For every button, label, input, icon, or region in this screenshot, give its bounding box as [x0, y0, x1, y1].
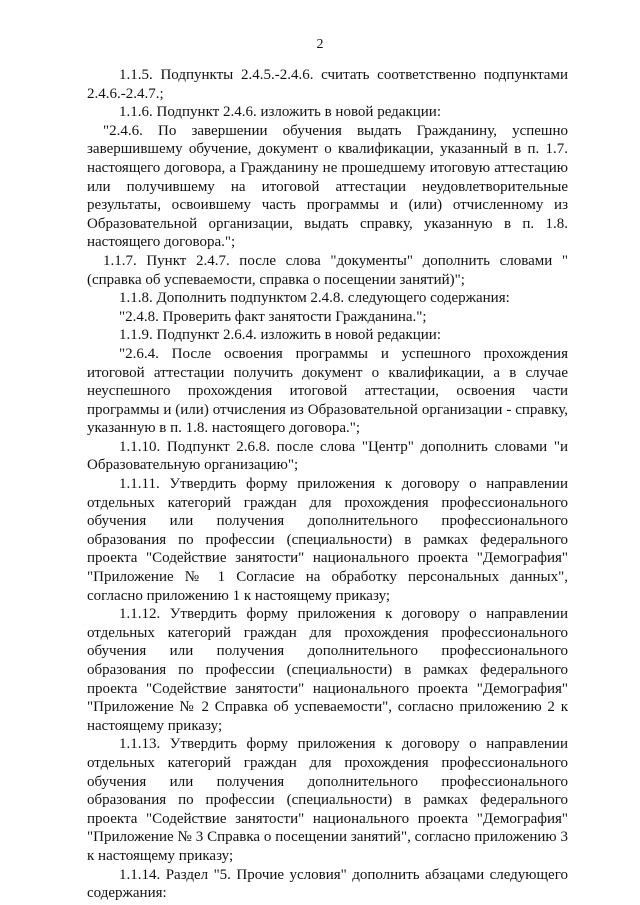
paragraph-1-1-8: 1.1.8. Дополнить подпунктом 2.4.8. следующего содержания:: [119, 290, 510, 307]
paragraph-1-1-10: 1.1.10. Подпункт 2.6.8. после слова "Центр" дополнить словами "и Образовательную организацию";: [87, 438, 568, 474]
paragraph-1-1-7: 1.1.7. Пункт 2.4.7. после слова "документы" дополнить словами "(справка об успеваемости, справка о посещении занятий)";: [87, 252, 568, 288]
quoted-clause-2-6-4: "2.6.4. После освоения программы и успешного прохождения итоговой аттестации получить документ о квалификации, а в случае неуспешного прохождения итоговой аттестации, освоения части программы и (или) отчисления из Образовательной организации - справку, указанную в п. 1.8. настоящего договора.";: [87, 345, 568, 437]
paragraph-1-1-5: 1.1.5. Подпункты 2.4.5.-2.4.6. считать соответственно подпунктами 2.4.6.-2.4.7.;: [87, 67, 568, 102]
paragraph-1-1-11: 1.1.11. Утвердить форму приложения к договору о направлении отдельных категорий граждан для прохождения профессионального обучения или получения дополнительного профессионального образования по профессии (специальности) в рамках федерального проекта "Содействие занятости" национального проекта "Демография" "Приложение № 1 Согласие на обработку персональных данных", согласно приложению 1 к настоящему приказу;: [87, 476, 568, 604]
quoted-clause-2-4-6: "2.4.6. По завершении обучения выдать Гражданину, успешно завершившему обучение, документ о квалификации, указанный в п. 1.7. настоящего договора, а Гражданину не прошедшему итоговую аттестацию или получившему на итоговой аттестации неудовлетворительные результаты, освоившему часть программы и (или) отчисленному из Образовательной организации, выдать справку, указанную в п. 1.8. настоящего договора.";: [87, 122, 568, 251]
paragraph-1-1-6: 1.1.6. Подпункт 2.4.6. изложить в новой редакции:: [119, 104, 441, 121]
document-body: [87, 66, 568, 903]
paragraph-1-1-12: 1.1.12. Утвердить форму приложения к договору о направлении отдельных категорий граждан для прохождения профессионального обучения или получения дополнительного профессионального образования по профессии (специальности) в рамках федерального проекта "Содействие занятости" национального проекта "Демография" "Приложение № 2 Справка об успеваемости", согласно приложению 2 к настоящему приказу;: [87, 606, 568, 734]
paragraph-1-1-9: 1.1.9. Подпункт 2.6.4. изложить в новой редакции:: [119, 327, 441, 344]
page-number: 2: [316, 37, 324, 52]
paragraph-1-1-14: 1.1.14. Раздел "5. Прочие условия" дополнить абзацами следующего содержания:: [87, 866, 568, 902]
paragraph-1-1-13: 1.1.13. Утвердить форму приложения к договору о направлении отдельных категорий граждан для прохождения профессионального обучения или получения дополнительного профессионального образования по профессии (специальности) в рамках федерального проекта "Содействие занятости" национального проекта "Демография" "Приложение № 3 Справка о посещении занятий", согласно приложению 3 к настоящему приказу;: [87, 736, 568, 864]
quoted-clause-2-4-8: "2.4.8. Проверить факт занятости Гражданина.";: [119, 308, 427, 325]
